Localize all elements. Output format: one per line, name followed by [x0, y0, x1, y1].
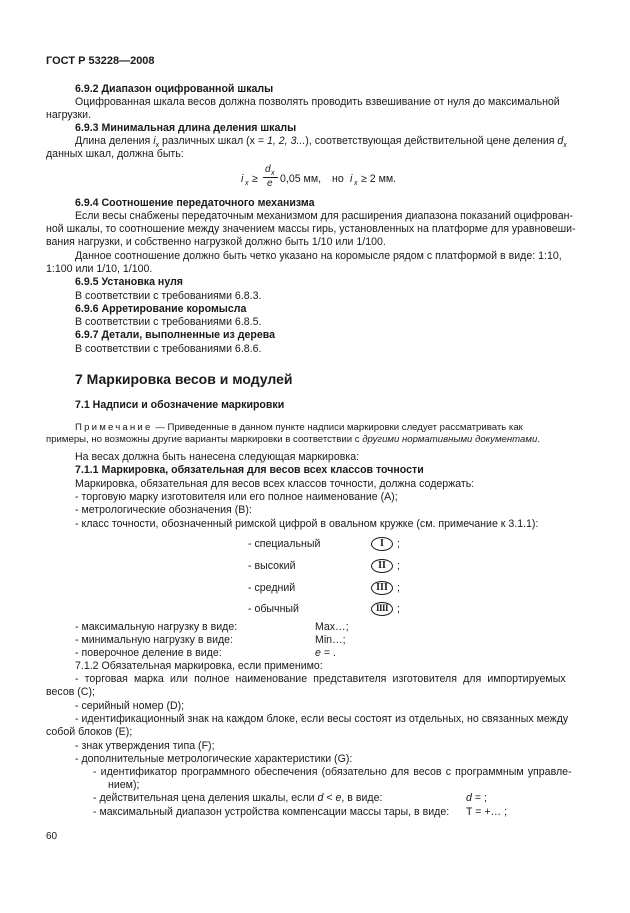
list-item: - знак утверждения типа (F);	[75, 740, 215, 752]
tare-value: T = +… ;	[466, 806, 508, 818]
section-7-1-2-title: 7.1.2 Обязательная маркировка, если применимо:	[75, 660, 323, 672]
class-iii-oval-icon: III	[371, 581, 393, 595]
list-item: - торговая марка или полное наименование представителя изготовителя для импортируемых	[75, 673, 566, 685]
page-number: 60	[46, 831, 58, 842]
note-label: Примечание	[75, 422, 153, 433]
paragraph-line: На весах должна быть нанесена следующая маркировка:	[75, 451, 360, 463]
sub-list-item: - идентификатор программного обеспечения (обязательно для весов с программным управле-	[93, 766, 572, 778]
paragraph-line: Длина деления $i_x$ различных шкал (x = 1, 2, 3...), соответствующая действительной цене деления $d_x$	[75, 135, 567, 150]
paragraph-line: В соответствии с требованиями 6.8.5.	[75, 316, 262, 328]
document-header: ГОСТ Р 53228—2008	[46, 55, 155, 67]
paragraph-line: нагрузки.	[46, 109, 92, 121]
paragraph-line: Маркировка, обязательная для весов всех классов точности, должна содержать:	[75, 478, 475, 490]
section-6-9-2-title: 6.9.2 Диапазон оцифрованной шкалы	[75, 83, 274, 95]
paragraph-line: В соответствии с требованиями 6.8.6.	[75, 343, 262, 355]
list-item: - поверочное деление в виде:	[75, 647, 222, 659]
list-item: - метрологические обозначения (В):	[75, 504, 252, 516]
section-7-1-1-title: 7.1.1 Маркировка, обязательная для весов всех классов точности	[75, 464, 424, 476]
class-label: - обычный	[248, 603, 299, 615]
list-item: - торговую марку изготовителя или его полное наименование (А);	[75, 491, 398, 503]
section-7-1-title: 7.1 Надписи и обозначение маркировки	[75, 399, 285, 411]
paragraph-line: данных шкал, должна быть:	[46, 148, 184, 160]
paragraph-line: Если весы снабжены передаточным механизмом для расширения диапазона показаний оцифрован-	[75, 210, 573, 222]
class-iiii-oval-icon: IIII	[371, 602, 393, 616]
class-i-oval-icon: I	[371, 537, 393, 551]
paragraph-line: 1:100 или 1/10, 1/100.	[46, 263, 153, 275]
paragraph-line: Оцифрованная шкала весов должна позволять проводить взвешивание от нуля до максимальной	[75, 96, 560, 108]
sub-list-item: - действительная цена деления шкалы, если d < e, в виде:	[93, 792, 383, 804]
list-item: - минимальную нагрузку в виде:	[75, 634, 234, 646]
class-ii-oval-icon: II	[371, 559, 393, 573]
paragraph-line: Данное соотношение должно быть четко указано на коромысле рядом с платформой в виде: 1:10,	[75, 250, 562, 262]
section-6-9-3-title: 6.9.3 Минимальная длина деления шкалы	[75, 122, 297, 134]
paragraph-line: В соответствии с требованиями 6.8.3.	[75, 290, 262, 302]
section-6-9-6-title: 6.9.6 Арретирование коромысла	[75, 303, 247, 315]
note-line: Примечание — Приведенные в данном пункте надписи маркировки следует рассматривать как	[75, 422, 523, 433]
list-item: - дополнительные метрологические характеристики (G):	[75, 753, 353, 765]
list-item: - максимальную нагрузку в виде:	[75, 621, 238, 633]
class-label: - высокий	[248, 560, 296, 572]
max-value: Max…;	[315, 621, 349, 633]
section-6-9-5-title: 6.9.5 Установка нуля	[75, 276, 183, 288]
paragraph-line: собой блоков (Е);	[46, 726, 133, 738]
paragraph-line: весов (С);	[46, 686, 95, 698]
paragraph-line: нием);	[108, 779, 140, 791]
list-item: - класс точности, обозначенный римской цифрой в овальном кружке (см. примечание к 3.1.1):	[75, 518, 539, 530]
d-value: d = ;	[466, 792, 487, 804]
paragraph-line: ной шкалы, то соотношение между значением массы гирь, установленных на платформе для уравновеши-	[46, 223, 576, 235]
sub-list-item: - максимальный диапазон устройства компенсации массы тары, в виде:	[93, 806, 450, 818]
section-6-9-7-title: 6.9.7 Детали, выполненные из дерева	[75, 329, 275, 341]
e-value: e = .	[315, 647, 336, 659]
note-line: примеры, но возможны другие варианты маркировки в соответствии с другими нормативными документами.	[46, 434, 540, 445]
list-item: - серийный номер (D);	[75, 700, 185, 712]
section-7-title: 7 Маркировка весов и модулей	[75, 371, 293, 387]
paragraph-line: вания нагрузки, и собственно нагрузкой должно быть 1/10 или 1/100.	[46, 236, 386, 248]
class-label: - специальный	[248, 538, 321, 550]
class-label: - средний	[248, 582, 296, 594]
list-item: - идентификационный знак на каждом блоке, если весы состоят из отдельных, но связанных между	[75, 713, 569, 725]
section-6-9-4-title: 6.9.4 Соотношение передаточного механизма	[75, 197, 315, 209]
min-value: Min…;	[315, 634, 346, 646]
